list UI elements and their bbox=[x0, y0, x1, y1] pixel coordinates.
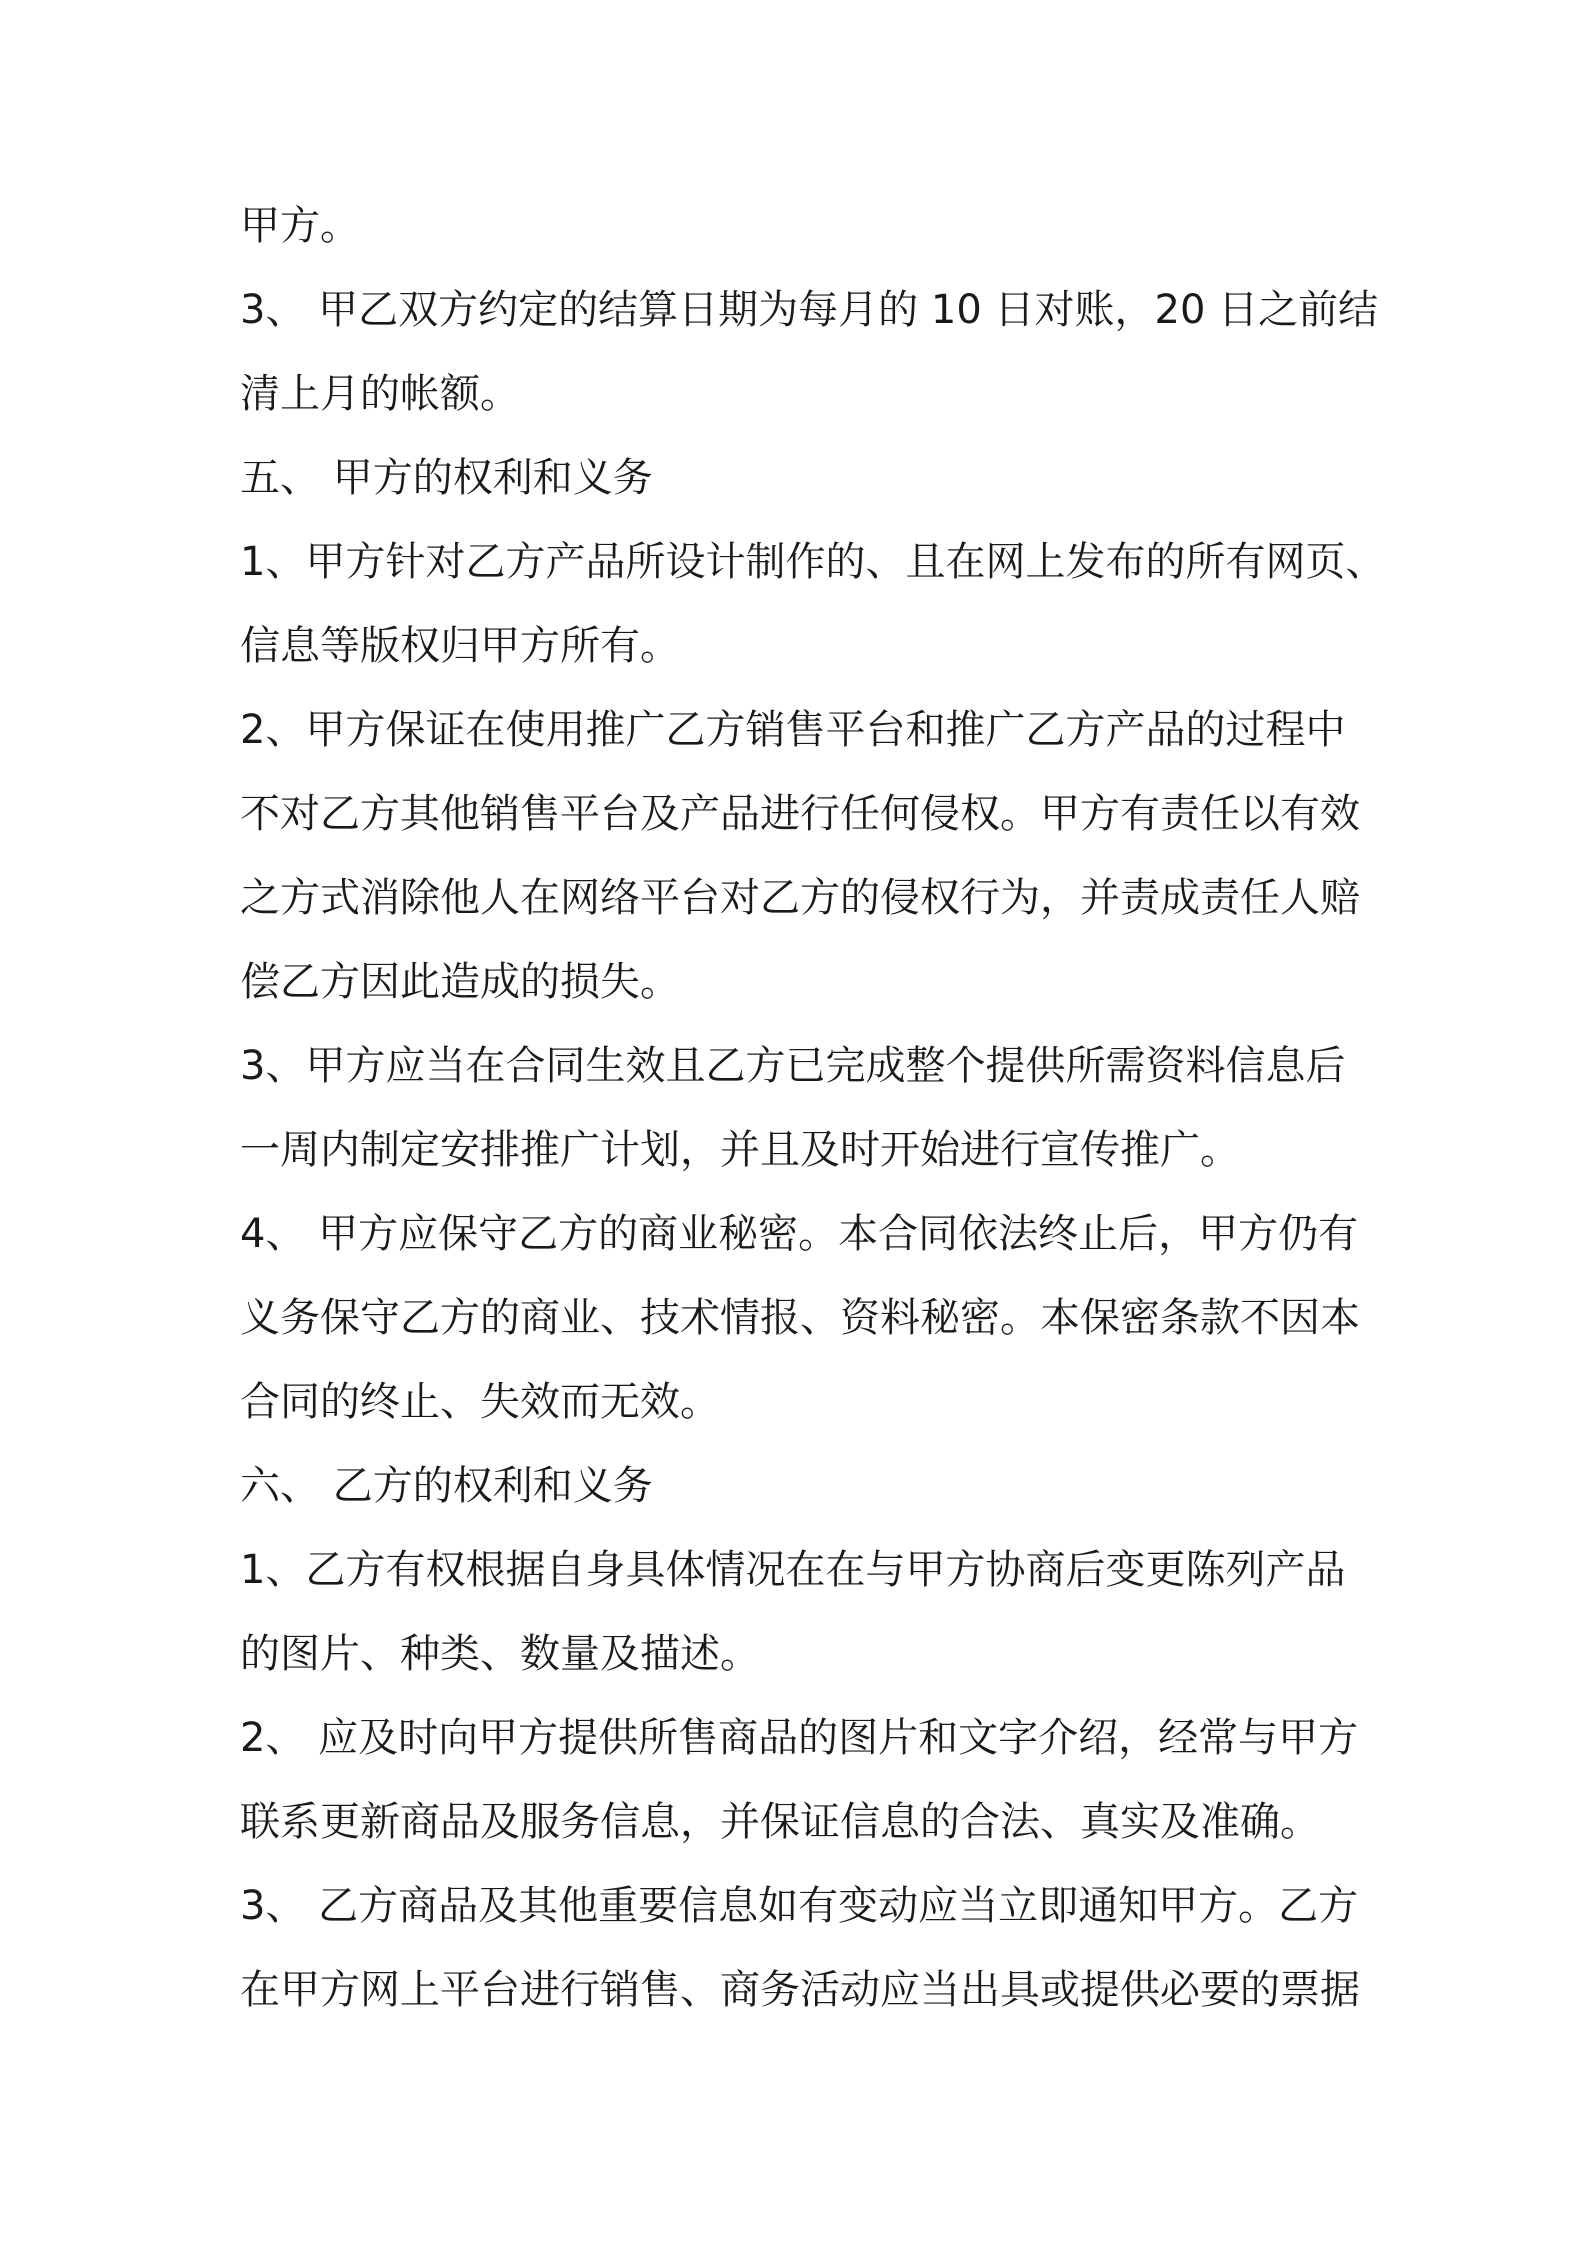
text-line-7: 2、甲方保证在使用推广乙方销售平台和推广乙方产品的过程中 bbox=[240, 707, 1346, 753]
text-line-9: 之方式消除他人在网络平台对乙方的侵权行为，并责成责任人赔 bbox=[240, 875, 1360, 921]
text-line-22: 在甲方网上平台进行销售、商务活动应当出具或提供必要的票据 bbox=[240, 1967, 1360, 2013]
text-line-13: 4、 甲方应保守乙方的商业秘密。本合同依法终止后，甲方仍有 bbox=[240, 1211, 1359, 1257]
text-line-2: 3、 甲乙双方约定的结算日期为每月的 10 日对账，20 日之前结 bbox=[240, 287, 1379, 333]
text-line-8: 不对乙方其他销售平台及产品进行任何侵权。甲方有责任以有效 bbox=[240, 791, 1360, 837]
text-line-3: 清上月的帐额。 bbox=[240, 371, 520, 417]
section-heading-5: 五、 甲方的权利和义务 bbox=[240, 455, 653, 501]
text-line-14: 义务保守乙方的商业、技术情报、资料秘密。本保密条款不因本 bbox=[240, 1295, 1360, 1341]
text-line-11: 3、甲方应当在合同生效且乙方已完成整个提供所需资料信息后 bbox=[240, 1043, 1346, 1089]
text-line-17: 1、乙方有权根据自身具体情况在在与甲方协商后变更陈列产品 bbox=[240, 1547, 1346, 1593]
text-line-20: 联系更新商品及服务信息，并保证信息的合法、真实及准确。 bbox=[240, 1799, 1320, 1845]
text-line-1: 甲方。 bbox=[240, 203, 360, 249]
text-line-5: 1、甲方针对乙方产品所设计制作的、且在网上发布的所有网页、 bbox=[240, 539, 1386, 585]
text-line-6: 信息等版权归甲方所有。 bbox=[240, 623, 680, 669]
text-line-21: 3、 乙方商品及其他重要信息如有变动应当立即通知甲方。乙方 bbox=[240, 1883, 1359, 1929]
text-line-15: 合同的终止、失效而无效。 bbox=[240, 1379, 720, 1425]
text-line-10: 偿乙方因此造成的损失。 bbox=[240, 959, 680, 1005]
section-heading-6: 六、 乙方的权利和义务 bbox=[240, 1463, 653, 1509]
text-line-19: 2、 应及时向甲方提供所售商品的图片和文字介绍，经常与甲方 bbox=[240, 1715, 1359, 1761]
text-line-18: 的图片、种类、数量及描述。 bbox=[240, 1631, 760, 1677]
text-line-12: 一周内制定安排推广计划，并且及时开始进行宣传推广。 bbox=[240, 1127, 1240, 1173]
